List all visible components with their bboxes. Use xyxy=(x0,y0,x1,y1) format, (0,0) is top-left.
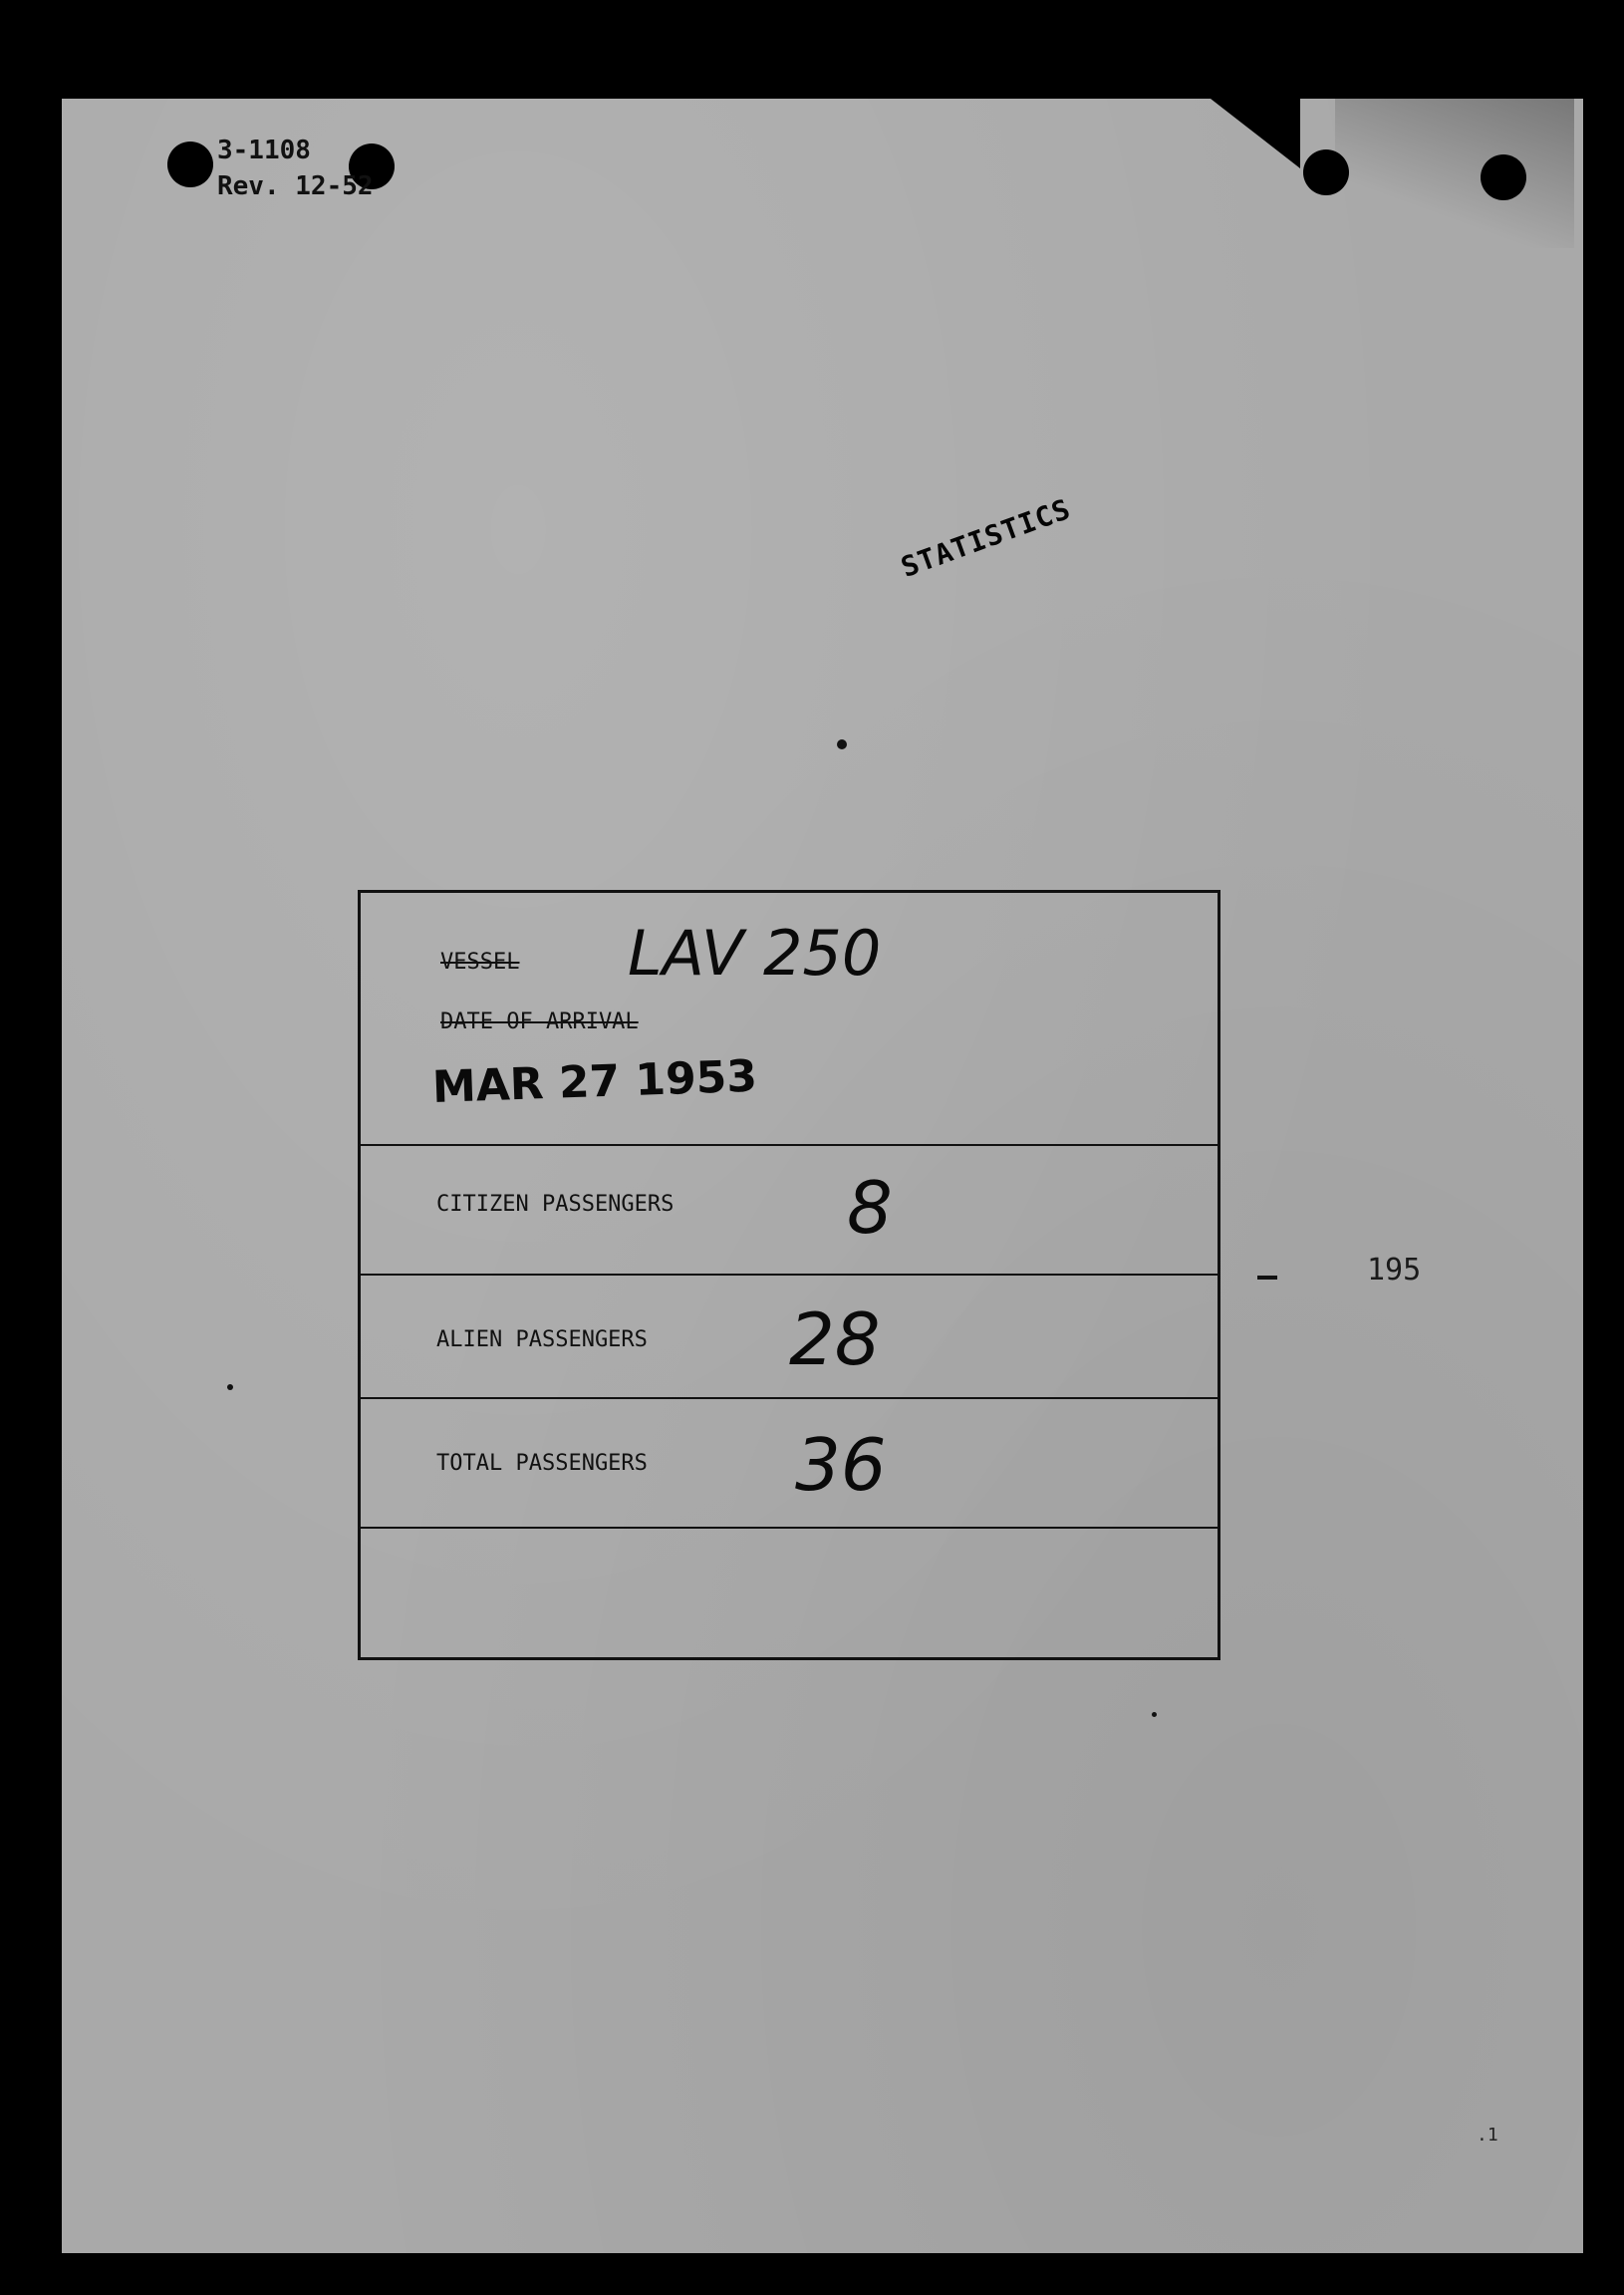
ink-speck xyxy=(227,1384,233,1390)
alien-passengers-label: ALIEN PASSENGERS xyxy=(436,1327,648,1352)
passenger-form-box xyxy=(358,890,1220,1660)
margin-number: 195 xyxy=(1367,1253,1422,1288)
vessel-section xyxy=(361,893,1218,1146)
vessel-value: LAV 250 xyxy=(628,917,882,990)
punch-hole-icon xyxy=(1481,154,1526,200)
folded-corner xyxy=(1211,99,1300,168)
punch-hole-icon xyxy=(167,142,213,187)
total-passengers-label: TOTAL PASSENGERS xyxy=(436,1451,648,1476)
date-of-arrival-label: DATE OF ARRIVAL xyxy=(440,1009,639,1034)
ink-speck xyxy=(837,739,847,749)
corner-mark: .1 xyxy=(1477,2125,1498,2146)
punch-hole-icon xyxy=(1303,149,1349,195)
form-number: 3-1108 xyxy=(217,136,311,165)
date-of-arrival-value: MAR 27 1953 xyxy=(431,1050,758,1113)
statistics-stamp: STATISTICS xyxy=(897,491,1076,585)
total-passengers-row xyxy=(361,1399,1218,1529)
citizen-passengers-row xyxy=(361,1146,1218,1276)
blank-row xyxy=(361,1529,1218,1660)
alien-passengers-row xyxy=(361,1276,1218,1399)
alien-passengers-value: 28 xyxy=(789,1297,881,1381)
citizen-passengers-value: 8 xyxy=(847,1166,893,1250)
margin-tick xyxy=(1257,1276,1277,1280)
fold-shadow xyxy=(1335,99,1574,248)
total-passengers-value: 36 xyxy=(795,1423,887,1507)
form-revision: Rev. 12-52 xyxy=(217,171,374,201)
citizen-passengers-label: CITIZEN PASSENGERS xyxy=(436,1192,675,1217)
ink-speck xyxy=(1152,1712,1157,1717)
form-code xyxy=(217,133,374,204)
vessel-label: VESSEL xyxy=(440,950,520,975)
